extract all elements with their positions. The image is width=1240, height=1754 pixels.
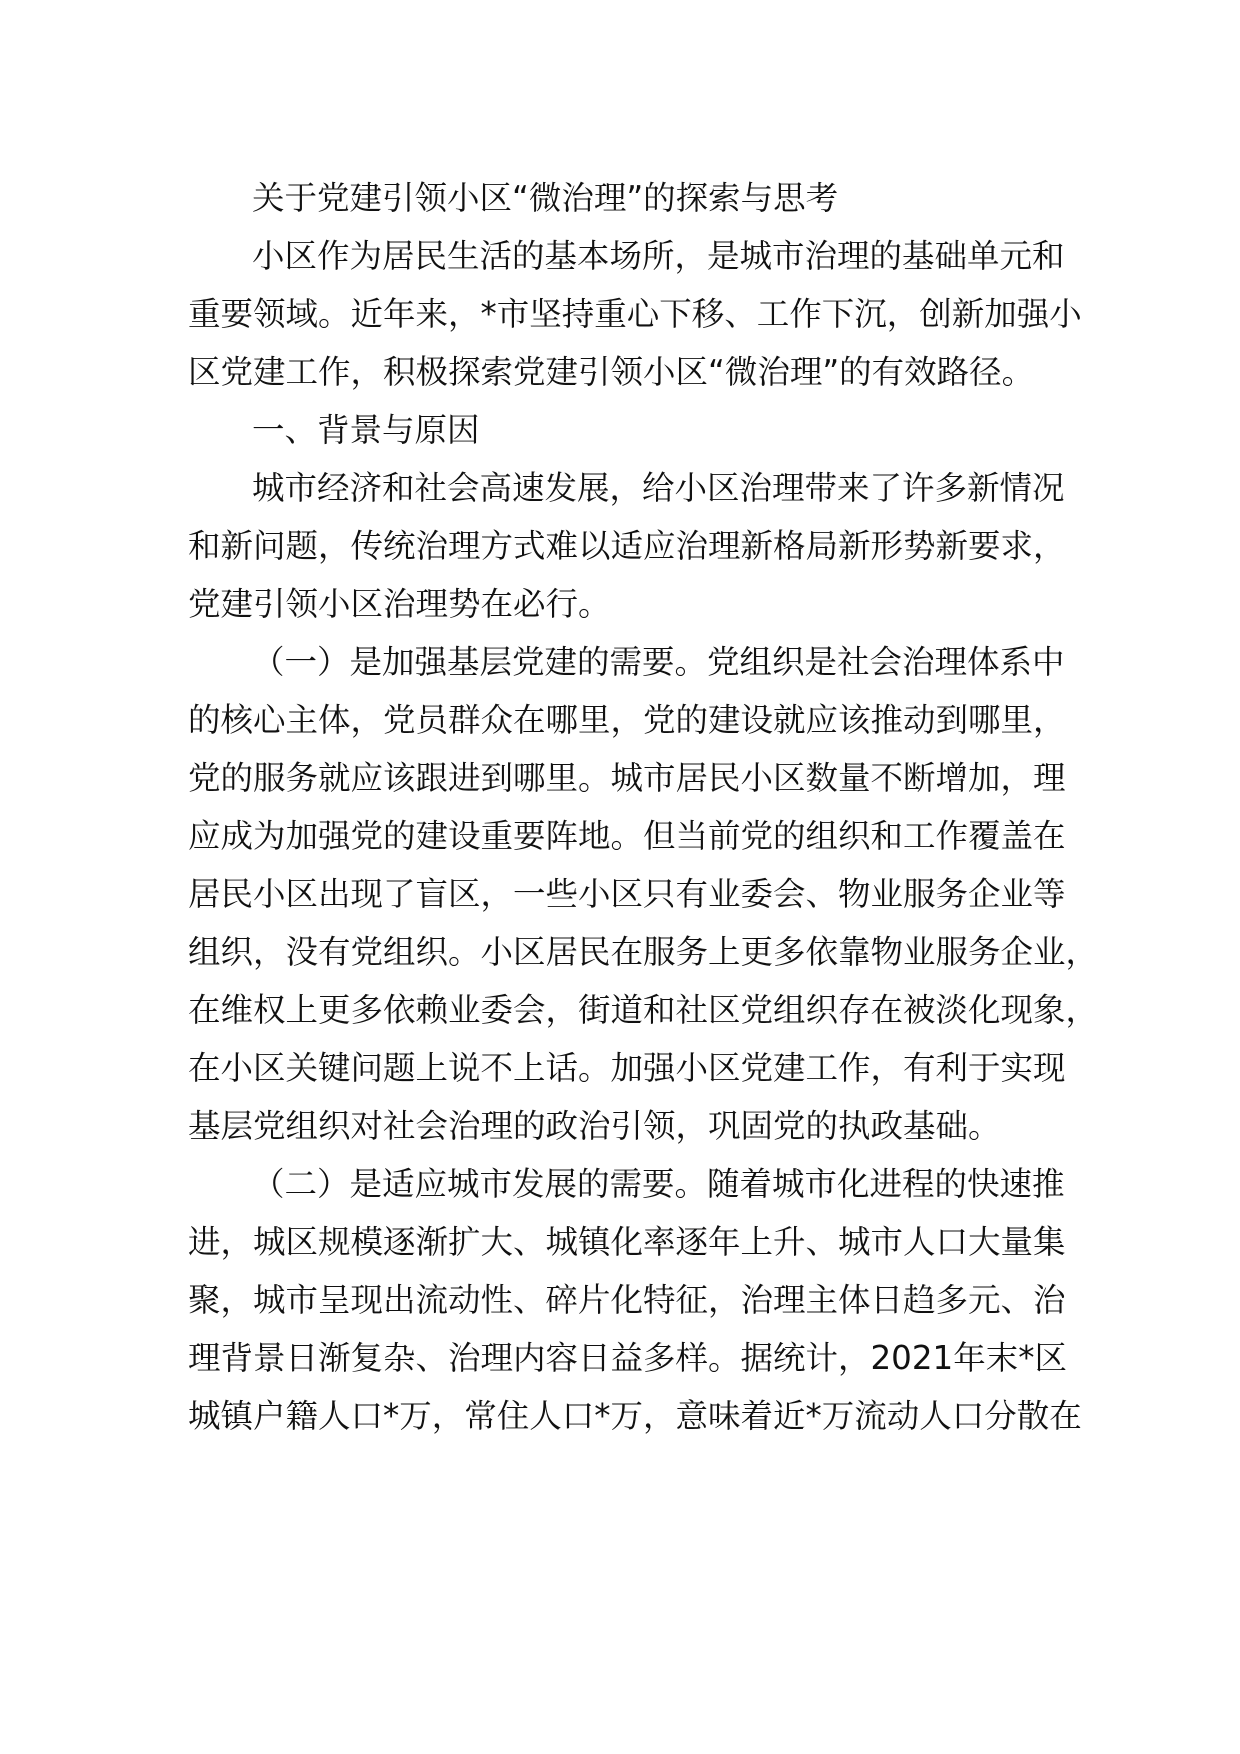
paragraph-line: 进，城区规模逐渐扩大、城镇化率逐年上升、城市人口大量集 bbox=[188, 1223, 1066, 1261]
paragraph-line: 的核心主体，党员群众在哪里，党的建设就应该推动到哪里， bbox=[188, 701, 1066, 739]
document-title: 关于党建引领小区“微治理”的探索与思考 bbox=[252, 179, 839, 217]
paragraph-line: 小区作为居民生活的基本场所，是城市治理的基础单元和 bbox=[252, 237, 1065, 275]
paragraph-line: 党建引领小区治理势在必行。 bbox=[188, 585, 611, 623]
paragraph-line: 城镇户籍人口*万，常住人口*万，意味着近*万流动人口分散在 bbox=[188, 1397, 1082, 1435]
paragraph-line: 基层党组织对社会治理的政治引领，巩固党的执政基础。 bbox=[188, 1107, 1001, 1145]
paragraph-line: 和新问题，传统治理方式难以适应治理新格局新形势新要求， bbox=[188, 527, 1066, 565]
paragraph-line: 在维权上更多依赖业委会，街道和社区党组织存在被淡化现象， bbox=[188, 991, 1099, 1029]
paragraph-line: 应成为加强党的建设重要阵地。但当前党的组织和工作覆盖在 bbox=[188, 817, 1066, 855]
paragraph-line: 理背景日渐复杂、治理内容日益多样。据统计，2021年末*区 bbox=[188, 1339, 1067, 1377]
paragraph-line: 党的服务就应该跟进到哪里。城市居民小区数量不断增加，理 bbox=[188, 759, 1066, 797]
paragraph-line: 聚，城市呈现出流动性、碎片化特征，治理主体日趋多元、治 bbox=[188, 1281, 1066, 1319]
paragraph-line: 在小区关键问题上说不上话。加强小区党建工作，有利于实现 bbox=[188, 1049, 1066, 1087]
section-heading: 一、背景与原因 bbox=[252, 411, 480, 449]
paragraph-line: （一）是加强基层党建的需要。党组织是社会治理体系中 bbox=[252, 643, 1065, 681]
paragraph-line: 区党建工作，积极探索党建引领小区“微治理”的有效路径。 bbox=[188, 353, 1035, 391]
paragraph-line: 组织，没有党组织。小区居民在服务上更多依靠物业服务企业， bbox=[188, 933, 1099, 971]
paragraph-line: 重要领域。近年来，*市坚持重心下移、工作下沉，创新加强小 bbox=[188, 295, 1082, 333]
paragraph-line: 城市经济和社会高速发展，给小区治理带来了许多新情况 bbox=[252, 469, 1065, 507]
paragraph-line: （二）是适应城市发展的需要。随着城市化进程的快速推 bbox=[252, 1165, 1065, 1203]
paragraph-line: 居民小区出现了盲区，一些小区只有业委会、物业服务企业等 bbox=[188, 875, 1066, 913]
